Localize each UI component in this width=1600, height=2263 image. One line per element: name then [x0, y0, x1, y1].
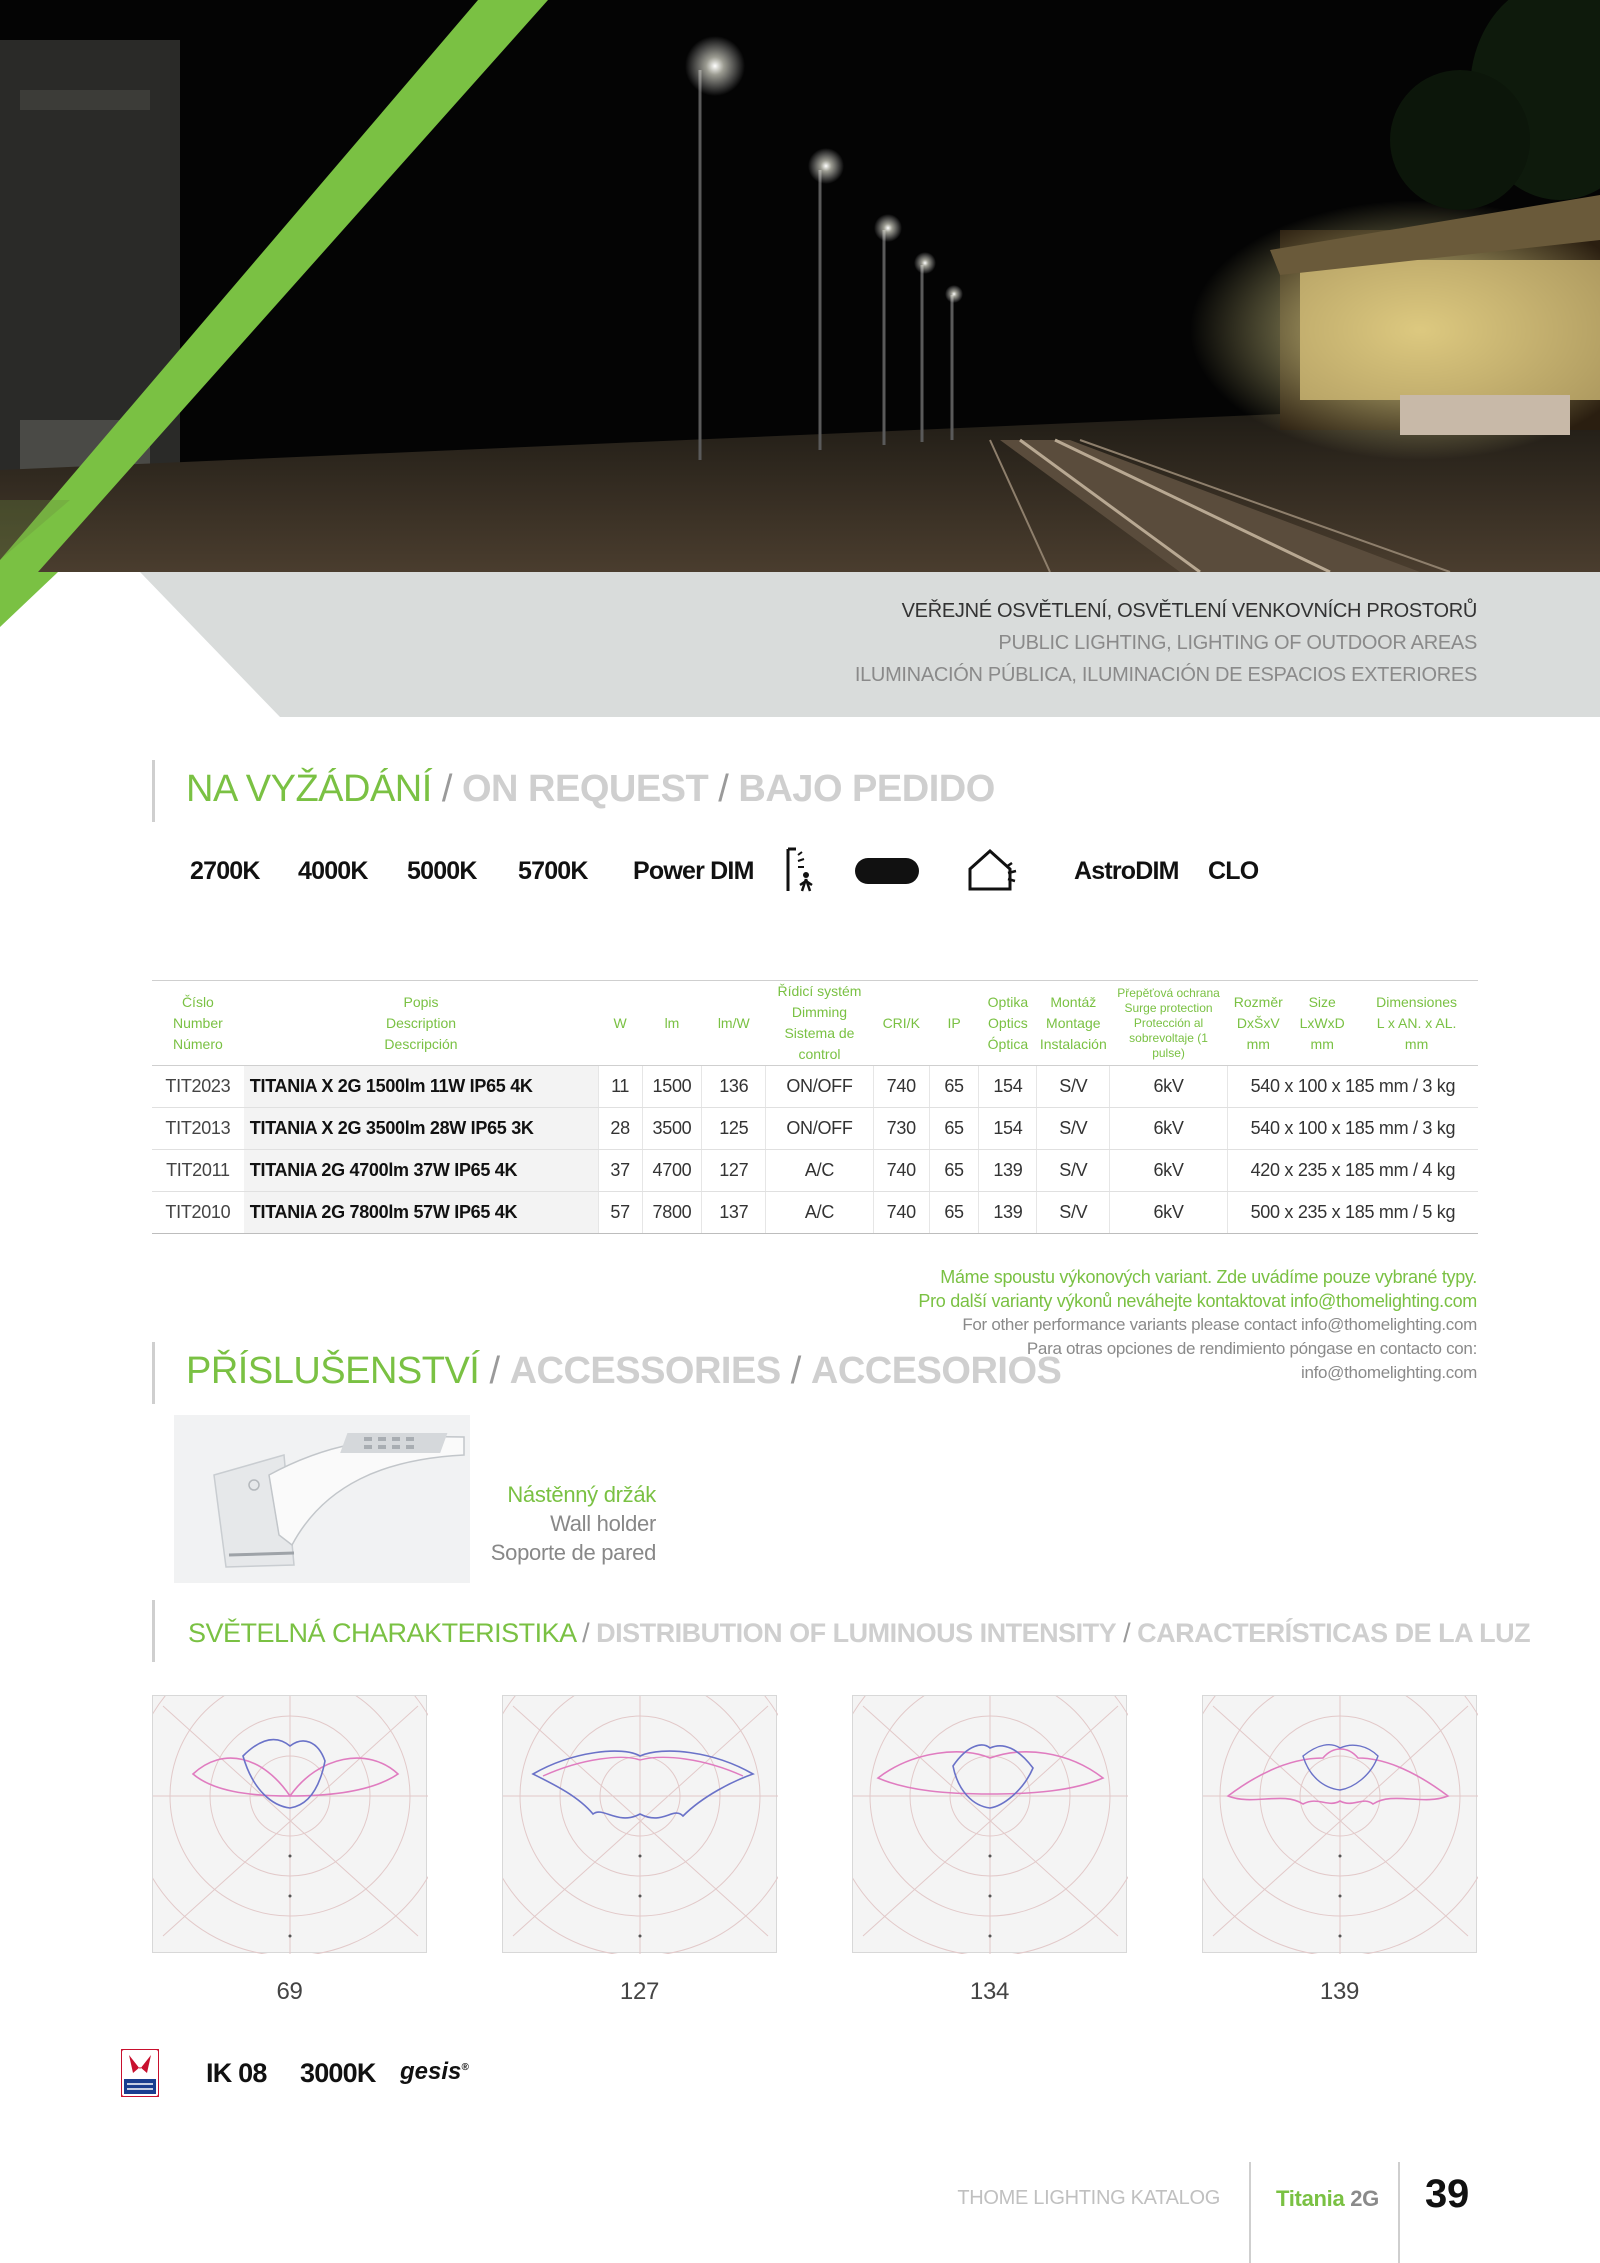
ldc-polar-plot-1	[153, 1696, 428, 1954]
contact-line-3[interactable]: For other performance variants please contact info@thomelighting.com	[962, 1315, 1477, 1334]
accessory-item-es: Soporte de pared	[490, 1540, 656, 1565]
wall-holder-drawing	[174, 1415, 470, 1583]
page-number: 39	[1425, 2172, 1469, 2216]
ldc-polar-plot-2	[503, 1696, 778, 1954]
header-cri: CRI/K	[873, 981, 929, 1066]
distribution-cz: SVĚTELNÁ CHARAKTERISTIKA	[188, 1618, 576, 1648]
accessory-item-cz: Nástěnný držák	[507, 1482, 656, 1507]
feature-4000k: 4000K	[298, 857, 368, 885]
row-cri: 730	[873, 1108, 929, 1150]
row-lmw: 136	[702, 1066, 766, 1108]
row-cri: 740	[873, 1150, 929, 1192]
header-size-en: Size LxWxD mm	[1289, 981, 1355, 1066]
ldc-label-1: 69	[276, 1978, 303, 2005]
row-montage: S/V	[1037, 1066, 1110, 1108]
contact-line-2[interactable]: Pro další varianty výkonů neváhejte kontaktovat info@thomelighting.com	[918, 1291, 1477, 1311]
pill-shape-icon	[854, 857, 920, 885]
category-cz: VEŘEJNÉ OSVĚTLENÍ, OSVĚTLENÍ VENKOVNÍCH PROSTORŮ	[901, 600, 1477, 622]
pedestrian-sensor-icon	[782, 845, 818, 895]
row-w: 28	[598, 1108, 642, 1150]
czech-product-badge-icon	[121, 2049, 159, 2097]
row-code: TIT2011	[152, 1150, 244, 1192]
row-optics: 154	[979, 1108, 1037, 1150]
ldc-chart-1	[152, 1695, 427, 1953]
row-montage: S/V	[1037, 1108, 1110, 1150]
row-description: TITANIA 2G 4700lm 37W IP65 4K	[244, 1150, 598, 1192]
row-w: 37	[598, 1150, 642, 1192]
row-montage: S/V	[1037, 1150, 1110, 1192]
row-description: TITANIA 2G 7800lm 57W IP65 4K	[244, 1192, 598, 1234]
on-request-bar	[152, 760, 155, 822]
accessories-heading: PŘÍSLUŠENSTVÍ / ACCESSORIES / ACCESORIOS	[186, 1350, 1062, 1392]
row-optics: 154	[979, 1066, 1037, 1108]
row-lm: 3500	[642, 1108, 702, 1150]
row-ip: 65	[929, 1108, 979, 1150]
ldc-chart-3	[852, 1695, 1127, 1953]
table-row	[152, 1066, 1478, 1108]
row-ip: 65	[929, 1066, 979, 1108]
distribution-heading: SVĚTELNÁ CHARAKTERISTIKA / DISTRIBUTION OF LUMINOUS INTENSITY / CARACTERÍSTICAS DE LA LUZ	[188, 1618, 1531, 1648]
header-surge: Přepěťová ochrana Surge protection Protección al sobrevoltaje (1 pulse)	[1110, 981, 1228, 1066]
row-ip: 65	[929, 1192, 979, 1234]
row-lm: 1500	[642, 1066, 702, 1108]
on-request-heading: NA VYŽÁDÁNÍ / ON REQUEST / BAJO PEDIDO	[186, 768, 995, 810]
row-code: TIT2013	[152, 1108, 244, 1150]
row-ip: 65	[929, 1150, 979, 1192]
row-cri: 740	[873, 1192, 929, 1234]
footer-product	[1276, 2186, 1379, 2212]
ldc-label-4: 139	[1319, 1978, 1360, 2005]
on-request-cz: NA VYŽÁDÁNÍ	[186, 768, 432, 810]
row-surge: 6kV	[1110, 1066, 1228, 1108]
hero-photo	[0, 0, 1600, 572]
gesis-logo-text: gesis	[400, 2058, 462, 2085]
header-number: Číslo Number Número	[152, 981, 244, 1066]
category-en: PUBLIC LIGHTING, LIGHTING OF OUTDOOR AREAS	[998, 632, 1477, 654]
header-description: Popis Description Descripción	[244, 981, 598, 1066]
row-lm: 4700	[642, 1150, 702, 1192]
row-cri: 740	[873, 1066, 929, 1108]
gesis-trademark: ®	[461, 2062, 469, 2073]
row-code: TIT2010	[152, 1192, 244, 1234]
row-description: TITANIA X 2G 3500lm 28W IP65 3K	[244, 1108, 598, 1150]
distribution-en: DISTRIBUTION OF LUMINOUS INTENSITY	[596, 1618, 1117, 1648]
contact-line-5[interactable]: info@thomelighting.com	[1300, 1363, 1477, 1382]
row-lm: 7800	[642, 1192, 702, 1234]
accessory-item-en: Wall holder	[550, 1511, 656, 1536]
on-request-es: BAJO PEDIDO	[738, 768, 995, 810]
row-dimensions: 500 x 235 x 185 mm / 5 kg	[1227, 1192, 1478, 1234]
header-size-cz: Rozměr DxŠxV mm	[1227, 981, 1289, 1066]
wall-holder-image	[174, 1415, 470, 1583]
ldc-polar-plot-3	[853, 1696, 1128, 1954]
table-row	[152, 1192, 1478, 1234]
feature-clo: CLO	[1208, 857, 1259, 885]
feature-astrodim: AstroDIM	[1074, 857, 1179, 885]
row-montage: S/V	[1037, 1192, 1110, 1234]
row-optics: 139	[979, 1192, 1037, 1234]
header-optics: Optika Optics Óptica	[979, 981, 1037, 1066]
header-control: Řídicí systém Dimming Sistema de control	[766, 981, 874, 1066]
row-w: 57	[598, 1192, 642, 1234]
spec-table	[152, 980, 1478, 1234]
row-surge: 6kV	[1110, 1192, 1228, 1234]
header-ip: IP	[929, 981, 979, 1066]
feature-row	[190, 845, 1290, 895]
row-code: TIT2023	[152, 1066, 244, 1108]
footer-product-gen: 2G	[1350, 2186, 1379, 2211]
feature-3000k: 3000K	[300, 2058, 376, 2088]
footer-product-name: Titania	[1276, 2186, 1345, 2211]
header-w: W	[598, 981, 642, 1066]
footer-separator	[1398, 2162, 1400, 2263]
row-lmw: 125	[702, 1108, 766, 1150]
header-montage: Montáž Montage Instalación	[1037, 981, 1110, 1066]
category-es: ILUMINACIÓN PÚBLICA, ILUMINACIÓN DE ESPACIOS EXTERIORES	[854, 664, 1477, 686]
ldc-chart-2	[502, 1695, 777, 1953]
row-control: A/C	[766, 1150, 874, 1192]
header-size-es: Dimensiones L x AN. x AL. mm	[1355, 981, 1478, 1066]
accessory-item-text	[470, 1480, 656, 1567]
accessories-es: ACCESORIOS	[810, 1350, 1062, 1392]
accessories-bar	[152, 1342, 155, 1404]
table-row	[152, 1150, 1478, 1192]
row-control: ON/OFF	[766, 1066, 874, 1108]
row-control: A/C	[766, 1192, 874, 1234]
header-lmw: lm/W	[702, 981, 766, 1066]
feature-2700k: 2700K	[190, 857, 260, 885]
row-dimensions: 540 x 100 x 185 mm / 3 kg	[1227, 1108, 1478, 1150]
ldc-label-2: 127	[619, 1978, 660, 2005]
distribution-es: CARACTERÍSTICAS DE LA LUZ	[1137, 1618, 1531, 1648]
ldc-label-3: 134	[969, 1978, 1010, 2005]
contact-line-1: Máme spoustu výkonových variant. Zde uvádíme pouze vybrané typy.	[940, 1267, 1477, 1287]
house-sensor-icon	[966, 845, 1026, 895]
row-w: 11	[598, 1066, 642, 1108]
row-lmw: 127	[702, 1150, 766, 1192]
row-surge: 6kV	[1110, 1108, 1228, 1150]
ldc-polar-plot-4	[1203, 1696, 1478, 1954]
row-control: ON/OFF	[766, 1108, 874, 1150]
distribution-bar	[152, 1600, 155, 1662]
row-dimensions: 420 x 235 x 185 mm / 4 kg	[1227, 1150, 1478, 1192]
accessories-en: ACCESSORIES	[509, 1350, 781, 1392]
table-header-row	[152, 981, 1478, 1066]
header-lm: lm	[642, 981, 702, 1066]
footer-catalog: THOME LIGHTING KATALOG	[957, 2187, 1220, 2209]
row-surge: 6kV	[1110, 1150, 1228, 1192]
feature-5700k: 5700K	[518, 857, 588, 885]
ldc-chart-4	[1202, 1695, 1477, 1953]
contact-line-4: Para otras opciones de rendimiento póngase en contacto con:	[1026, 1339, 1477, 1358]
row-optics: 139	[979, 1150, 1037, 1192]
feature-5000k: 5000K	[407, 857, 477, 885]
feature-ik08: IK 08	[206, 2058, 267, 2088]
footer-separator	[1249, 2162, 1251, 2263]
table-row	[152, 1108, 1478, 1150]
accessories-cz: PŘÍSLUŠENSTVÍ	[186, 1350, 480, 1392]
row-dimensions: 540 x 100 x 185 mm / 3 kg	[1227, 1066, 1478, 1108]
gesis-logo	[400, 2058, 469, 2086]
on-request-en: ON REQUEST	[461, 768, 709, 810]
hero-scene	[0, 0, 1600, 572]
row-description: TITANIA X 2G 1500lm 11W IP65 4K	[244, 1066, 598, 1108]
feature-power-dim: Power DIM	[633, 857, 754, 885]
row-lmw: 137	[702, 1192, 766, 1234]
